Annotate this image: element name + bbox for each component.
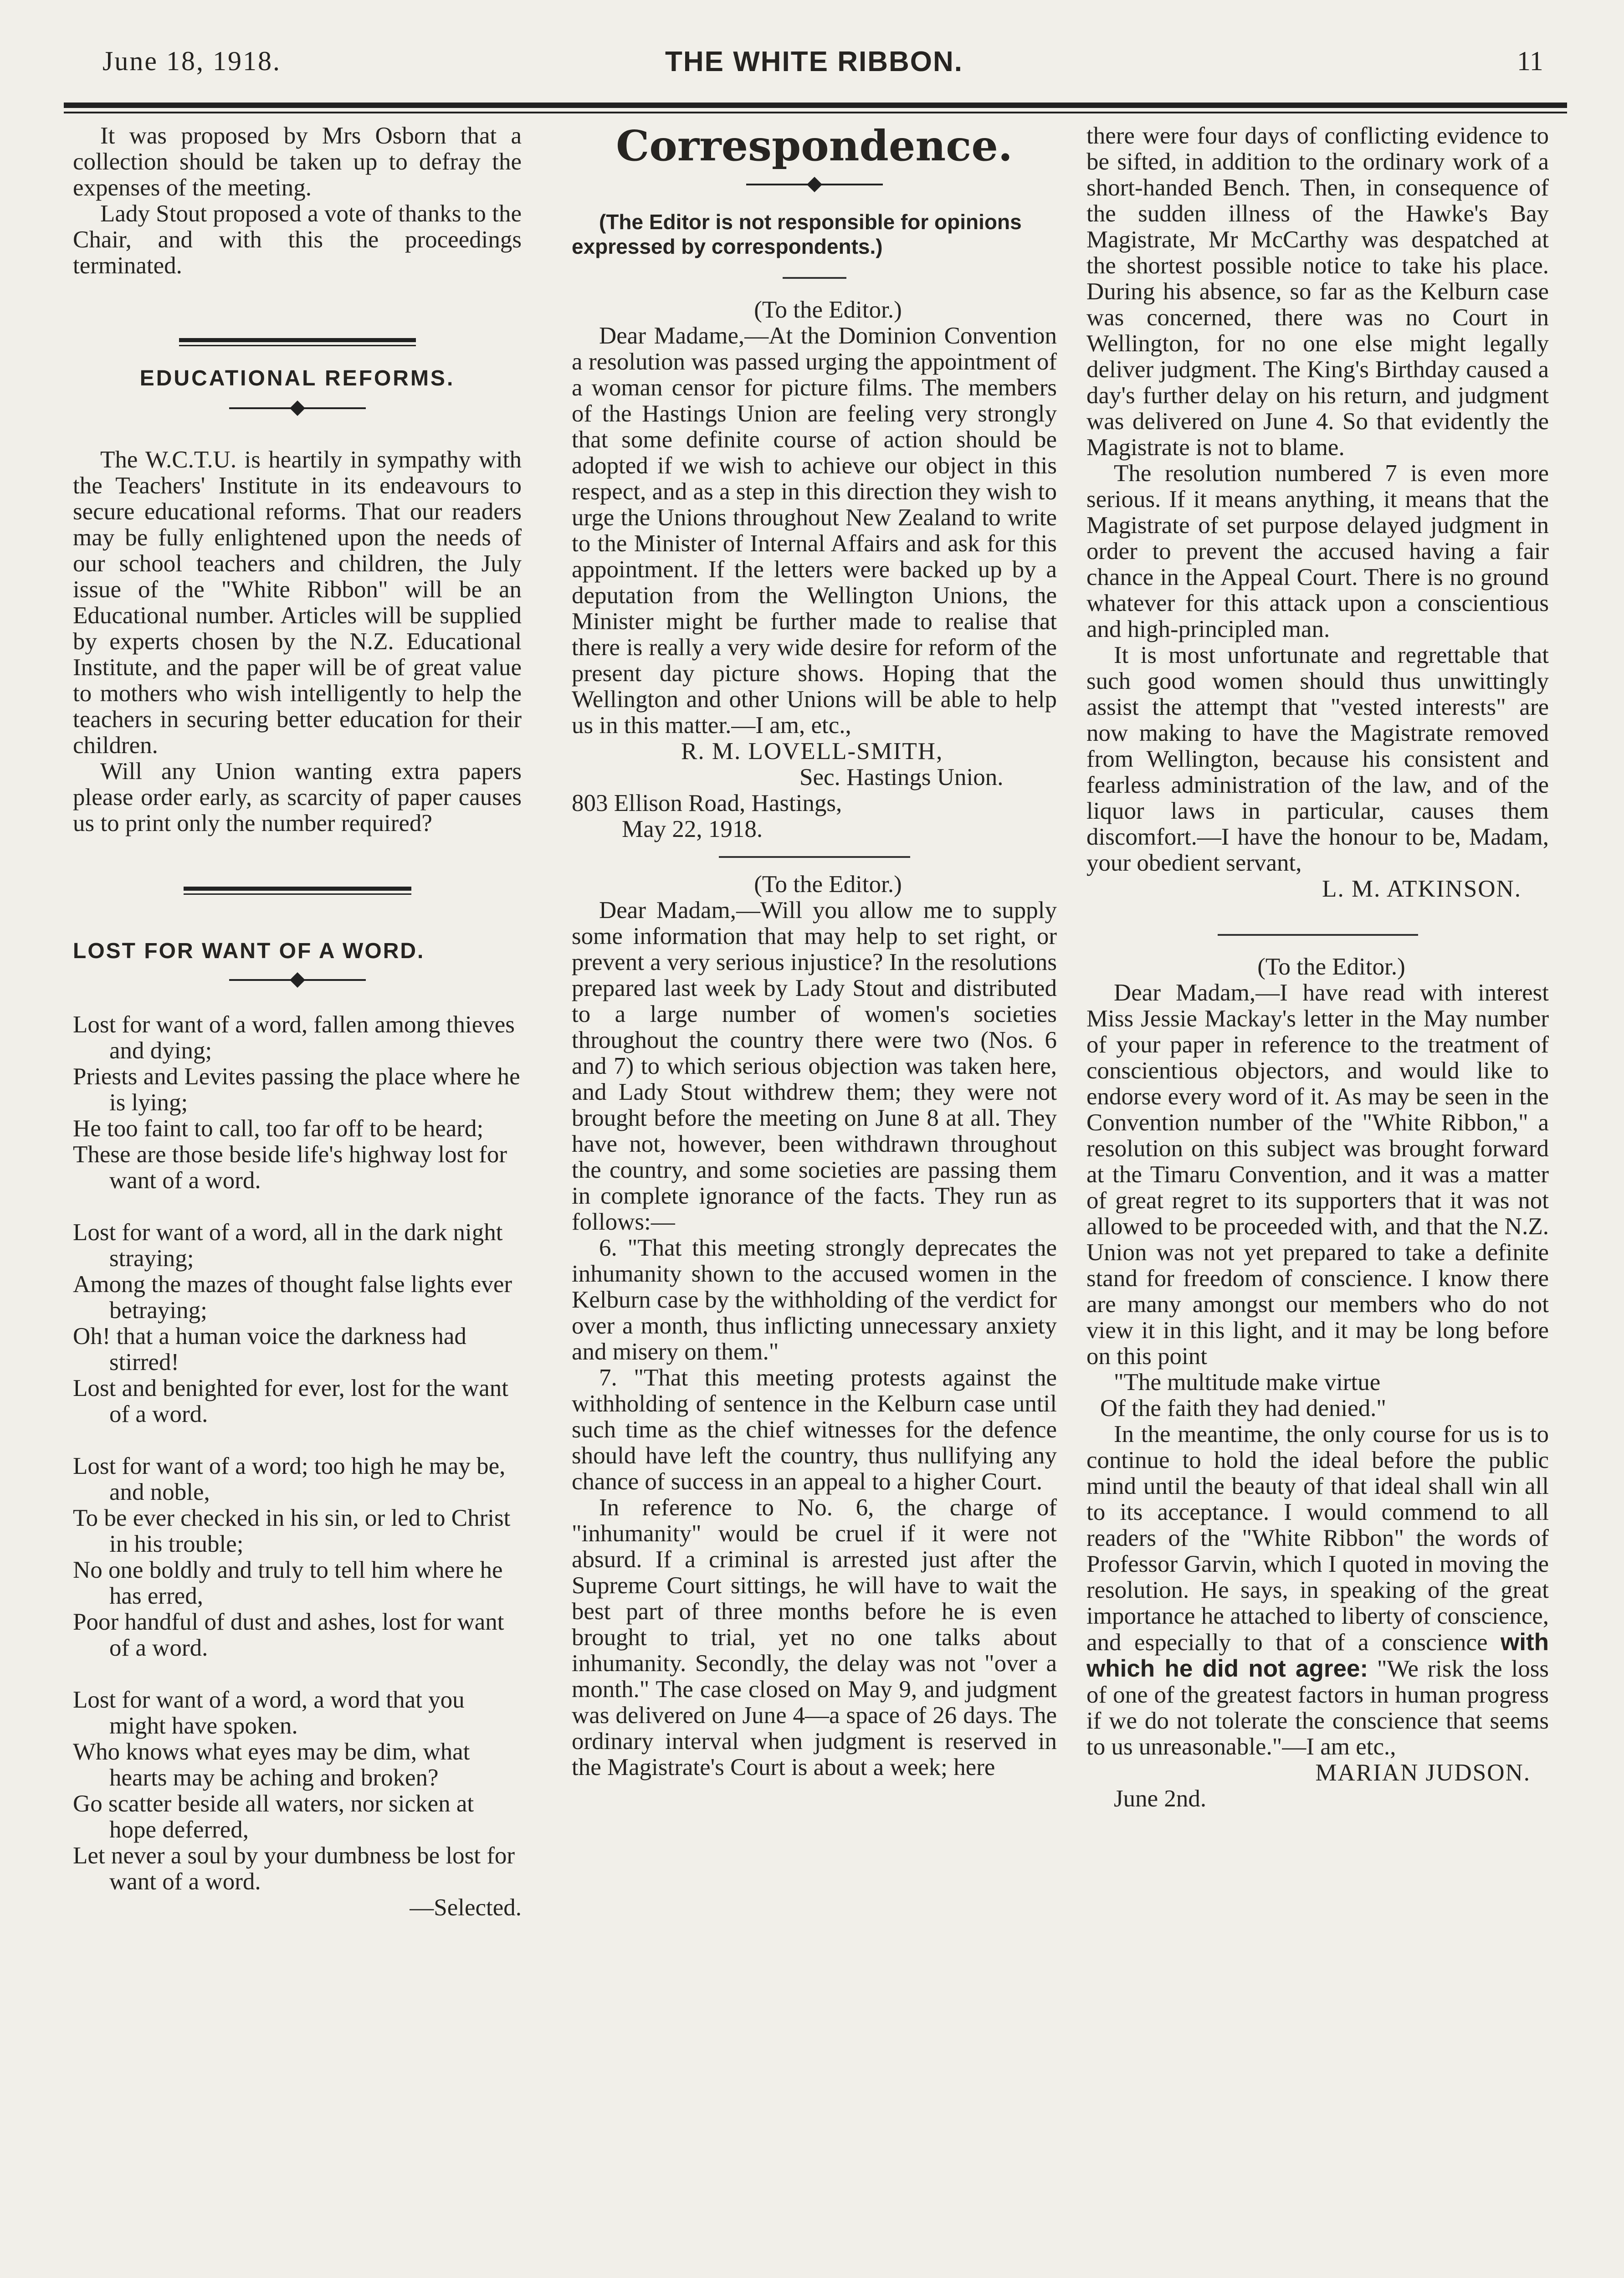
ornament-divider (229, 973, 366, 987)
poem-line: No one boldly and truly to tell him where he has erred, (73, 1557, 503, 1609)
to-the-editor: (To the Editor.) (1257, 954, 1405, 980)
page-number: 11 (1517, 46, 1543, 76)
letter-hastings-signature: R. M. LOVELL-SMITH, (681, 738, 943, 764)
header-rule-thick (64, 103, 1567, 108)
poem-line: Lost for want of a word, fallen among thieves and dying; (73, 1011, 515, 1064)
section-divider (184, 887, 411, 895)
poem-heading: LOST FOR WANT OF A WORD. (73, 939, 425, 963)
extra-papers-paragraph: Will any Union wanting extra papers please order early, as scarcity of paper causes us to print only the number required? (73, 758, 522, 836)
quote-line: "The multitude make virtue (1114, 1369, 1381, 1396)
to-the-editor: (To the Editor.) (754, 297, 902, 323)
column-left (73, 123, 522, 1921)
letter-atkinson-p7: It is most unfortunate and regrettable that such good women should thus unwittingly assist the attempt that "vested interests" are now making to have the Magistrate removed from Wellington, because his consistent and fearless administration of the law, and of the liquor laws in particular, causes them discomfort.—I have the honour to be, Madam, your obedient servant, (1086, 642, 1549, 876)
poem-line: To be ever checked in his sin, or led to Christ in his trouble; (73, 1505, 511, 1557)
paragraph-vote-of-thanks: Lady Stout proposed a vote of thanks to the Chair, and with this the proceedings terminated. (73, 200, 522, 279)
poem-line: Among the mazes of thought false lights ever betraying; (73, 1271, 512, 1324)
poem-line: Go scatter beside all waters, nor sicken at hope deferred, (73, 1791, 474, 1843)
paragraph-collection: It was proposed by Mrs Osborn that a collection should be taken up to defray the expenses of the meeting. (73, 123, 522, 201)
poem-line: Lost for want of a word; too high he may be, and noble, (73, 1453, 506, 1505)
to-the-editor: (To the Editor.) (754, 871, 902, 898)
header-rule-thin (64, 112, 1567, 113)
editor-disclaimer: (The Editor is not responsible for opinions expressed by correspondents.) (572, 210, 1022, 258)
poem-line: Lost and benighted for ever, lost for the want of a word. (73, 1375, 509, 1427)
poem-line: Poor handful of dust and ashes, lost for want of a word. (73, 1609, 504, 1661)
correspondence-heading: Correspondence. (616, 121, 1013, 170)
letter-judson-text: "We risk the loss of one of the greatest factors in human progress if we do not tolerate the conscience that seems to us unreasonable."—I am etc., (1086, 1656, 1549, 1760)
poem-credit: —Selected. (410, 1894, 522, 1921)
letter-atkinson-p4: In reference to No. 6, the charge of "inhumanity" would be cruel if it were not absurd. If a criminal is arrested just after the Supreme Court sittings, he will have to wait the best part of three months before he is even brought to trial, yet no one talks about inhumanity. Secondly, the delay was not "over a month." The case closed on May 9, and judgment was delivered on June 4—a space of 26 days. The ordinary interval when judgment is reserved in the Magistrate's Court is about a week; here (572, 1494, 1057, 1780)
letter-hastings-body: Dear Madame,—At the Dominion Convention a resolution was passed urging the appointment of a woman censor for picture films. The members of the Hastings Union are feeling very strongly that some definite course of action should be adopted if we wish to achieve our object in this respect, and as a step in this direction they wish to urge the Unions throughout New Zealand to write to the Minister of Internal Affairs and ask for this appointment. If the letters were backed up by a deputation from the Wellington Unions, the Minister might be further made to realise that there is really a very wide desire for reform of the present day picture shows. Hoping that the Wellington and other Unions will be able to help us in this matter.—I am, etc., (572, 323, 1057, 739)
letter-judson-date: June 2nd. (1114, 1785, 1207, 1812)
ornament-divider (746, 178, 883, 191)
poem-line: Priests and Levites passing the place where he is lying; (73, 1063, 520, 1116)
poem-line: Lost for want of a word, all in the dark night straying; (73, 1219, 503, 1272)
letter-judson-bold: with which he did not agree: (1086, 1629, 1549, 1682)
letter-hastings-date: May 22, 1918. (622, 816, 763, 842)
letter-atkinson-p6: The resolution numbered 7 is even more serious. If it means anything, it means that the Magistrate of set purpose delayed judgment in order to prevent the accused having a fair chance in the Appeal Court. There is no ground whatever for this attack upon a conscientious and high-principled man. (1086, 460, 1549, 642)
issue-date: June 18, 1918. (102, 46, 281, 76)
letter-hastings-address: 803 Ellison Road, Hastings, (572, 790, 842, 816)
educational-paragraph: The W.C.T.U. is heartily in sympathy with the Teachers' Institute in its endeavours to secure educational reforms. That our readers may be fully enlightened upon the needs of our school teachers and children, the July issue of the "White Ribbon" will be an Educational number. Articles will be supplied by experts chosen by the N.Z. Educational Institute, and the paper will be of great value to mothers who wish intelligently to help the teachers in securing better education for their children. (73, 446, 522, 759)
poem-line: He too faint to call, too far off to be heard; (73, 1115, 484, 1142)
column-middle (572, 123, 1057, 1780)
publication-title: THE WHITE RIBBON. (665, 46, 963, 77)
letter-judson-p2 (1086, 1421, 1549, 1760)
quote-line: Of the faith they had denied." (1100, 1395, 1386, 1421)
letter-judson-text: In the meantime, the only course for us is to continue to hold the ideal before the public mind until the beauty of that ideal shall win all to its acceptance. I would commend to all readers of the "White Ribbon" the words of Professor Garvin, which I quoted in moving the resolution. He says, in speaking of the great importance he attached to liberty of conscience, and especially to that of a conscience (1086, 1421, 1549, 1656)
letter-atkinson-p3: 7. "That this meeting protests against the withholding of sentence in the Kelburn case until such time as the chief witnesses for the defence should have left the country, thus nullifying any chance of success in an appeal to a higher Court. (572, 1365, 1057, 1495)
poem-line: Oh! that a human voice the darkness had stirred! (73, 1323, 466, 1375)
poem-line: Lost for want of a word, a word that you might have spoken. (73, 1687, 465, 1739)
letter-atkinson-p1: Dear Madam,—Will you allow me to supply some information that may help to set right, or prevent a very serious injustice? In the resolutions prepared last week by Lady Stout and distributed to a large number of women's societies throughout the country there were two (Nos. 6 and 7) to which serious objection was taken here, and Lady Stout withdrew them; they were not brought before the meeting on June 8 at all. They have not, however, been withdrawn throughout the country, and some societies are passing them in complete ignorance of the facts. They run as follows:— (572, 897, 1057, 1235)
letter-judson-signature: MARIAN JUDSON. (1315, 1760, 1531, 1786)
poem-line: Let never a soul by your dumbness be lost for want of a word. (73, 1842, 515, 1895)
poem-body (73, 1012, 522, 1895)
column-right (1086, 123, 1549, 1812)
section-divider (179, 338, 416, 346)
ornament-divider (229, 401, 366, 415)
poem-line: Who knows what eyes may be dim, what hearts may be aching and broken? (73, 1739, 470, 1791)
letter-atkinson-p2: 6. "That this meeting strongly deprecates the inhumanity shown to the accused women in the Kelburn case by the withholding of the verdict for over a month, thus inflicting unnecessary anxiety and misery on them." (572, 1235, 1057, 1365)
letter-atkinson-signature: L. M. ATKINSON. (1322, 876, 1522, 902)
letter-hastings-title: Sec. Hastings Union. (799, 764, 1004, 790)
letter-judson-p1: Dear Madam,—I have read with interest Miss Jessie Mackay's letter in the May number of your paper in reference to the treatment of conscientious objectors, and would like to endorse every word of it. As may be seen in the Convention number of the "White Ribbon," a resolution on this subject was brought forward at the Timaru Convention, and it was a matter of great regret to its supporters that it was not allowed to be proceeded with, and that the N.Z. Union was not yet prepared to take a definite stand for freedom of conscience. I know there are many amongst our members who do not view it in this light, and it may be long before on this point (1086, 980, 1549, 1370)
letter-atkinson-p5: there were four days of conflicting evidence to be sifted, in addition to the ordinary work of a short-handed Bench. Then, in consequence of the sudden illness of the Hawke's Bay Magistrate, Mr McCarthy was despatched at the shortest possible notice to take his place. During his absence, so far as the Kelburn case was concerned, there was no Court in Wellington, for no one else might legally deliver judgment. The King's Birthday caused a day's further delay on his return, and judgment was delivered on June 4. So that evidently the Magistrate is not to blame. (1086, 123, 1549, 461)
poem-line: These are those beside life's highway lost for want of a word. (73, 1141, 507, 1194)
educational-reforms-heading: EDUCATIONAL REFORMS. (139, 366, 455, 390)
